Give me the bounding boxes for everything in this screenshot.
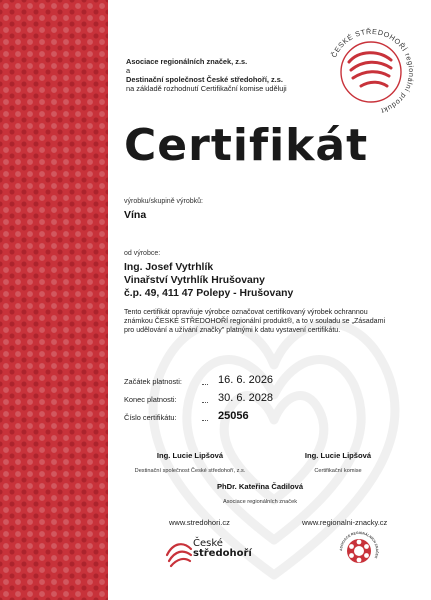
- start-label: Začátek platnosti:: [124, 377, 182, 386]
- website-link-regionalni-znacky[interactable]: www.regionalni-znacky.cz: [302, 518, 388, 527]
- start-value: 16. 6. 2026: [218, 374, 274, 386]
- issuer-line-1: Asociace regionálních značek, z.s.: [126, 57, 248, 66]
- regional-product-logo: [323, 24, 419, 120]
- signature-block-association: [200, 482, 320, 505]
- dotted-leader: [202, 420, 208, 421]
- end-row: [124, 392, 384, 406]
- certificate-statement: Tento certifikát opravňuje výrobce označovat certifikovaný výrobek ochrannou známkou ČESKÉ STŘEDOHOŘÍ regionální produkt®, a to v souladu se „Zásadami pro udělování a užívání značky" platnými k datu vystavení certifikátu.: [124, 308, 386, 334]
- decorative-red-band: [0, 0, 108, 600]
- start-row: [124, 374, 384, 388]
- signatory-role: Destinační společnost České středohoří, z.s.: [134, 468, 246, 474]
- seal-ring-text: ASOCIACE REGIONÁLNÍCH ZNAČEK: [338, 530, 380, 560]
- dotted-leader: [202, 402, 208, 403]
- product-name: Vína: [124, 209, 147, 221]
- logo-ring-text: ČESKÉ STŘEDOHOŘÍ regionální produkt: [329, 26, 417, 116]
- issuer-line-2: a: [126, 66, 131, 75]
- certificate-number: 25056: [218, 410, 249, 422]
- certificate-title: Certifikát: [124, 120, 369, 171]
- end-label: Konec platnosti:: [124, 395, 177, 404]
- brand-wordmark: [193, 539, 252, 559]
- end-value: 30. 6. 2028: [218, 392, 274, 404]
- signature-block-destination: [130, 451, 250, 474]
- issuer-block: [126, 57, 326, 93]
- brand-line-1: České: [193, 538, 223, 549]
- signatory-role: Asociace regionálních značek: [222, 499, 297, 505]
- signatory-name: Ing. Lucie Lipšová: [304, 451, 372, 460]
- maker-block: [124, 261, 293, 300]
- signatory-name: PhDr. Kateřina Čadilová: [216, 482, 304, 491]
- signatory-name: Ing. Lucie Lipšová: [156, 451, 224, 460]
- brand-line-2: středohoří: [193, 548, 252, 559]
- association-seal-logo: [338, 530, 380, 572]
- maker-company: Vinařství Vytrhlík Hrušovany: [124, 275, 265, 286]
- product-label: výrobku/skupině výrobků:: [124, 198, 203, 205]
- signature-block-commission: [278, 451, 398, 474]
- website-link-stredohori[interactable]: www.stredohori.cz: [169, 518, 230, 527]
- maker-label: od výrobce:: [124, 250, 161, 257]
- dotted-leader: [202, 384, 208, 385]
- issuer-line-3: Destinační společnost České středohoří, z.s.: [126, 75, 283, 84]
- number-row: [124, 410, 384, 424]
- signatory-role: Certifikační komise: [314, 468, 362, 474]
- number-label: Číslo certifikátu:: [124, 413, 177, 422]
- maker-address: č.p. 49, 411 47 Polepy - Hrušovany: [124, 288, 294, 299]
- maker-name: Ing. Josef Vytrhlík: [124, 262, 214, 273]
- issuer-line-4: na základě rozhodnutí Certifikační komise uděluji: [126, 84, 287, 93]
